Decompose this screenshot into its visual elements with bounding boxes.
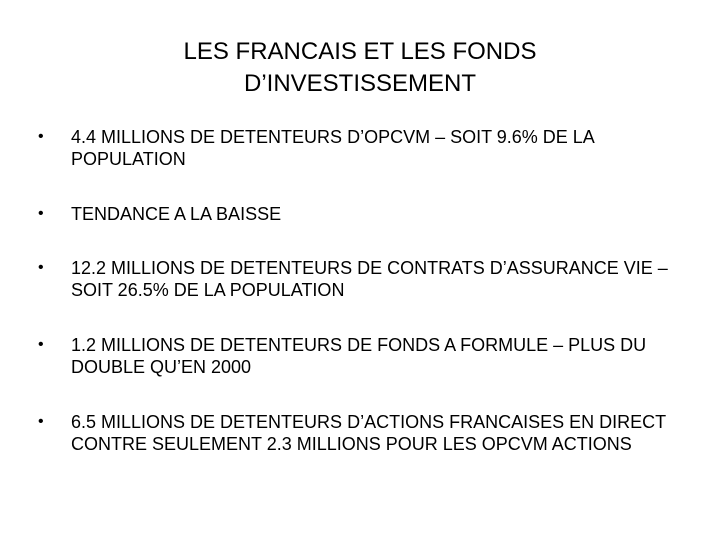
- bullet-text: 4.4 MILLIONS DE DETENTEURS D’OPCVM – SOIT 9.6% DE LA POPULATION: [71, 127, 594, 169]
- bullet-item-opcvm-holders: [0, 126, 720, 170]
- slide-title-line-1: LES FRANCAIS ET LES FONDS: [183, 38, 537, 65]
- bullet-point-icon: •: [38, 336, 44, 353]
- bullet-point-icon: •: [38, 413, 44, 430]
- bullet-point-icon: •: [38, 205, 44, 222]
- bullet-text: 1.2 MILLIONS DE DETENTEURS DE FONDS A FORMULE – PLUS DU DOUBLE QU’EN 2000: [71, 335, 647, 377]
- slide-title-line-2: D’INVESTISSEMENT: [243, 70, 477, 97]
- bullet-point-icon: •: [38, 259, 44, 276]
- bullet-item-direct-shares: [0, 411, 720, 455]
- bullet-text: TENDANCE A LA BAISSE: [71, 204, 282, 224]
- bullet-item-life-insurance: [0, 257, 720, 301]
- bullet-item-formula-funds: [0, 334, 720, 378]
- slide-title: [60, 36, 660, 100]
- bullet-list: [0, 126, 720, 455]
- bullet-text: 12.2 MILLIONS DE DETENTEURS DE CONTRATS D’ASSURANCE VIE – SOIT 26.5% DE LA POPULATION: [71, 258, 668, 300]
- bullet-item-trend: [0, 203, 720, 225]
- bullet-text: 6.5 MILLIONS DE DETENTEURS D’ACTIONS FRANCAISES EN DIRECT CONTRE SEULEMENT 2.3 MILLIONS POUR LES OPCVM ACTIONS: [71, 412, 666, 454]
- bullet-point-icon: •: [38, 128, 44, 145]
